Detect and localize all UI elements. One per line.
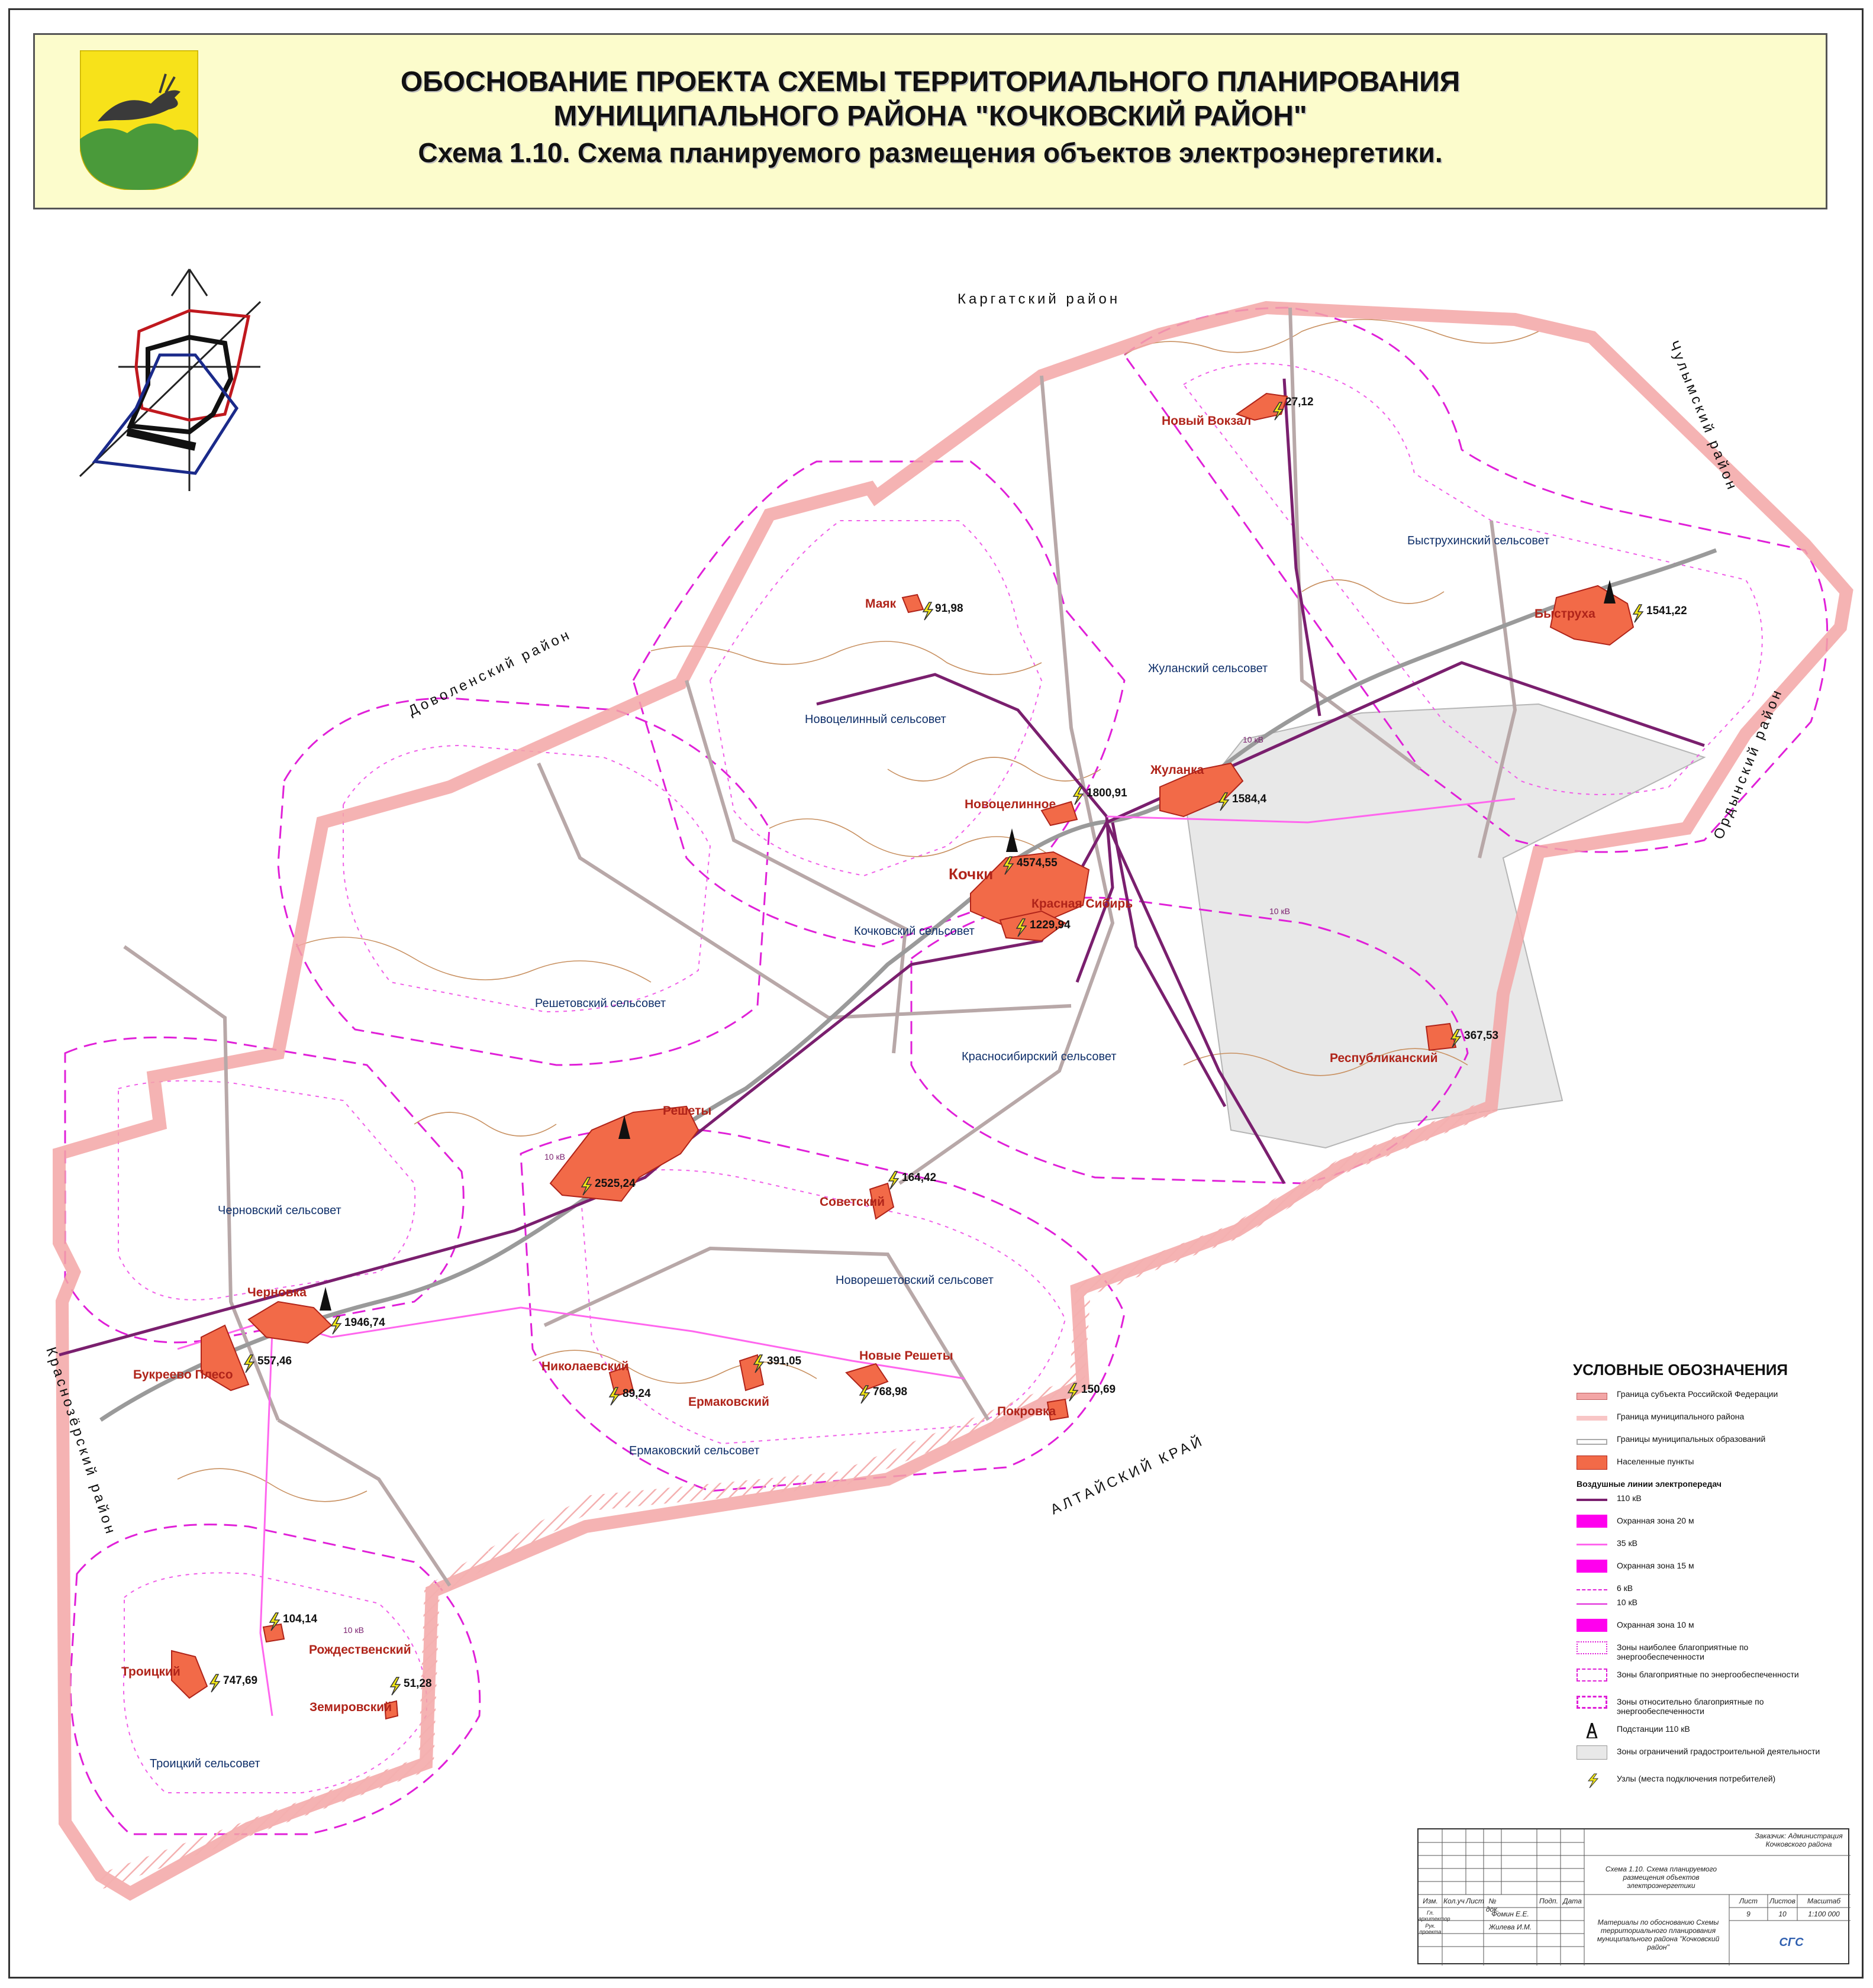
line-voltage-label: 10 кВ	[544, 1152, 565, 1161]
legend-label: Зоны наиболее благоприятные по энергообеспеченности	[1617, 1642, 1749, 1661]
settlement-label: Земировский	[310, 1700, 392, 1714]
node-icon	[391, 1677, 400, 1695]
line-voltage-label: 10 кВ	[1269, 906, 1290, 916]
node-icon	[1633, 605, 1643, 622]
energy-zones	[65, 308, 1827, 1834]
settlement-label: Быструха	[1534, 607, 1595, 621]
legend-label: Границы муниципальных образований	[1617, 1434, 1766, 1444]
district-label: АЛТАЙСКИЙ КРАЙ	[1048, 1432, 1207, 1518]
stamp-col-doc: № док.	[1485, 1897, 1500, 1913]
legend-item	[1568, 1695, 1840, 1718]
stamp-v-list: 9	[1746, 1910, 1751, 1918]
legend-item	[1568, 1744, 1840, 1768]
legend-label: 10 кВ	[1617, 1598, 1637, 1607]
council-label: Жуланский сельсовет	[1148, 662, 1268, 675]
settlement-label: Ермаковский	[688, 1395, 769, 1409]
node-load: 391,05	[767, 1355, 802, 1367]
stamp-h-scale: Масштаб	[1807, 1897, 1841, 1905]
node-icon	[1073, 787, 1083, 805]
stamp-h-list: Лист	[1739, 1897, 1758, 1905]
council-label: Кочковский сельсовет	[854, 925, 975, 938]
legend-swatch-subject-boundary	[1577, 1388, 1607, 1403]
node-icon	[331, 1316, 341, 1334]
node-load: 768,98	[873, 1386, 908, 1398]
node-load: 367,53	[1464, 1030, 1499, 1042]
settlement-label: Рождественский	[309, 1643, 411, 1657]
subject-boundary-south	[101, 1556, 491, 1882]
council-label: Черновский сельсовет	[218, 1204, 341, 1217]
legend-label: 6 кВ	[1617, 1583, 1633, 1593]
stamp-materials: Материалы по обоснованию Схемы территориального планирования муниципального района "Кочковский район"	[1597, 1918, 1720, 1951]
line-voltage-label: 10 кВ	[343, 1625, 364, 1635]
stamp-v-scale: 1:100 000	[1808, 1910, 1840, 1918]
settlement-label: Республиканский	[1330, 1051, 1438, 1065]
node-icon	[210, 1674, 220, 1692]
node-load: 1584,4	[1232, 793, 1267, 805]
stamp-role-1: Гл. архитектор	[1419, 1910, 1450, 1922]
node-load: 2525,24	[595, 1177, 636, 1190]
legend-item	[1568, 1722, 1840, 1745]
stamp-col-izm: Изм.	[1423, 1897, 1438, 1905]
legend-label: Охранная зона 10 м	[1617, 1620, 1694, 1629]
district-label: Каргатский район	[958, 291, 1121, 307]
legend-swatch-zone-most	[1577, 1641, 1607, 1657]
legend-swatch-zone-fav	[1577, 1668, 1607, 1684]
compass-rose-icon	[80, 269, 260, 491]
legend-label: Граница субъекта Российской Федерации	[1617, 1389, 1778, 1399]
settlement-label: Николаевский	[541, 1360, 629, 1373]
legend-item	[1568, 1454, 1840, 1478]
stamp-col-list: Лист	[1466, 1897, 1484, 1905]
legend-swatch-municipal-boundary	[1577, 1433, 1607, 1448]
node-load: 89,24	[623, 1387, 651, 1400]
council-label: Ермаковский сельсовет	[629, 1444, 760, 1457]
settlement-label: Троицкий	[121, 1665, 180, 1679]
substation-icon	[320, 1287, 331, 1311]
legend-swatch-zone-20	[1577, 1515, 1607, 1530]
node-load: 1946,74	[344, 1316, 385, 1329]
settlement-label: Кочки	[949, 865, 994, 883]
legend-item	[1568, 1387, 1840, 1411]
settlement-label: Покровка	[997, 1405, 1056, 1418]
legend-item	[1568, 1595, 1840, 1619]
stamp-name-2: Жилева И.М.	[1488, 1923, 1532, 1931]
district-label: Доволенский район	[405, 626, 575, 719]
council-label: Троицкий сельсовет	[150, 1757, 260, 1770]
council-label: Новорешетовский сельсовет	[836, 1274, 994, 1287]
legend-label: Узлы (места подключения потребителей)	[1617, 1774, 1776, 1783]
stamp-name-1: Фомин Е.Е.	[1491, 1910, 1529, 1918]
district-label: Краснозёрский район	[43, 1345, 120, 1538]
legend-label: 35 кВ	[1617, 1538, 1637, 1548]
legend-swatch-district-boundary	[1577, 1411, 1607, 1426]
legend-label: Граница муниципального района	[1617, 1412, 1745, 1421]
stamp-col-date: Дата	[1563, 1897, 1582, 1905]
legend-label: Охранная зона 20 м	[1617, 1516, 1694, 1525]
legend-swatch-line-35	[1577, 1537, 1607, 1553]
stamp-col-kol: Кол.уч	[1443, 1897, 1465, 1905]
settlement-chernovka	[249, 1302, 331, 1343]
council-label: Решетовский сельсовет	[535, 997, 666, 1010]
settlement-label: Новые Решеты	[859, 1349, 953, 1363]
node-load: 27,12	[1285, 396, 1314, 408]
stamp-role-2: Рук. проекта	[1419, 1923, 1442, 1935]
legend-label: Зоны ограничений градостроительной деятельности	[1617, 1747, 1820, 1756]
stamp-scheme: Схема 1.10. Схема планируемого размещения объектов электроэнергетики	[1605, 1865, 1717, 1890]
node-load: 747,69	[223, 1674, 258, 1687]
legend-label: Зоны относительно благоприятные по энергообеспеченности	[1617, 1697, 1764, 1716]
node-icon	[889, 1172, 898, 1189]
legend-item	[1568, 1409, 1840, 1433]
node-load: 1800,91	[1087, 787, 1127, 799]
stamp-v-listov: 10	[1778, 1910, 1787, 1918]
stamp-logo: СГС	[1779, 1936, 1804, 1949]
legend-item	[1568, 1536, 1840, 1560]
settlement-label: Жуланка	[1150, 763, 1204, 777]
legend-item	[1568, 1618, 1840, 1641]
legend-item	[1568, 1771, 1840, 1795]
node-load: 1541,22	[1646, 605, 1687, 617]
settlement-label: Новый Вокзал	[1162, 414, 1252, 428]
council-label: Новоцелинный сельсовет	[805, 713, 946, 726]
stamp-col-podp: Подп.	[1539, 1897, 1558, 1905]
legend-swatch-zone-15	[1577, 1560, 1607, 1575]
legend-swatch-line-110	[1577, 1492, 1607, 1508]
settlement-label: Советский	[820, 1195, 885, 1209]
title-line-2: МУНИЦИПАЛЬНОГО РАЙОНА "КОЧКОВСКИЙ РАЙОН"	[553, 101, 1307, 132]
settlement-respublikanskiy	[1426, 1024, 1456, 1050]
legend-swatch-line-10	[1577, 1596, 1607, 1612]
legend-title: УСЛОВНЫЕ ОБОЗНАЧЕНИЯ	[1573, 1361, 1788, 1379]
legend-item	[1568, 1513, 1840, 1537]
settlement-label: Новоцелинное	[965, 798, 1056, 811]
legend-swatch-restriction	[1577, 1745, 1607, 1761]
settlement-label: Решеты	[663, 1104, 712, 1118]
legend-label: Зоны благоприятные по энергообеспеченности	[1617, 1670, 1799, 1679]
node-load: 51,28	[404, 1677, 432, 1690]
legend-swatch-zone-10	[1577, 1619, 1607, 1634]
legend-label: Населенные пункты	[1617, 1457, 1694, 1466]
district-label: Ордынский район	[1710, 685, 1787, 842]
council-label: Быструхинский сельсовет	[1407, 534, 1550, 547]
stamp-customer: Заказчик: Администрация Кочковского района	[1755, 1832, 1843, 1848]
node-load: 164,42	[902, 1172, 937, 1184]
line-voltage-label: 10 кВ	[1243, 735, 1263, 744]
legend-label: 110 кВ	[1617, 1493, 1642, 1503]
settlement-label: Маяк	[865, 597, 897, 611]
legend-swatch-node	[1577, 1773, 1607, 1788]
legend-label: Охранная зона 15 м	[1617, 1561, 1694, 1570]
district-label: Чулымский район	[1665, 338, 1741, 495]
legend-item	[1568, 1667, 1840, 1691]
node-load: 104,14	[283, 1613, 318, 1625]
legend-item	[1568, 1640, 1840, 1664]
settlement-label: Букреево Плесо	[133, 1368, 233, 1382]
stamp-h-listov: Листов	[1769, 1897, 1795, 1905]
substation-icon	[1006, 828, 1018, 852]
legend-swatch-substation	[1577, 1723, 1607, 1738]
node-load: 4574,55	[1017, 857, 1058, 869]
legend-item	[1568, 1491, 1840, 1515]
node-load: 150,69	[1081, 1383, 1116, 1396]
settlement-mayak	[902, 595, 923, 612]
legend-item	[1568, 1432, 1840, 1456]
legend-label: Подстанции 110 кВ	[1617, 1724, 1690, 1734]
legend-label: Воздушные линии электропередач	[1577, 1479, 1722, 1489]
title-line-3: Схема 1.10. Схема планируемого размещения объектов электроэнергетики.	[418, 137, 1443, 168]
legend-swatch-settlement	[1577, 1456, 1607, 1471]
legend-swatch-zone-rel	[1577, 1696, 1607, 1711]
council-label: Красносибирский сельсовет	[962, 1050, 1117, 1063]
legend	[1568, 1361, 1840, 1787]
title-line-1: ОБОСНОВАНИЕ ПРОЕКТА СХЕМЫ ТЕРРИТОРИАЛЬНОГО ПЛАНИРОВАНИЯ	[400, 66, 1461, 98]
node-load: 1229,94	[1030, 919, 1071, 931]
settlement-label: Красная Сибирь	[1031, 897, 1133, 911]
settlement-label: Черновка	[247, 1286, 307, 1299]
restriction-zone	[1187, 704, 1704, 1148]
stamp-table	[1417, 1828, 1849, 1964]
node-icon	[923, 602, 933, 620]
legend-item	[1568, 1558, 1840, 1582]
node-load: 557,46	[257, 1355, 292, 1367]
node-load: 91,98	[935, 602, 963, 615]
